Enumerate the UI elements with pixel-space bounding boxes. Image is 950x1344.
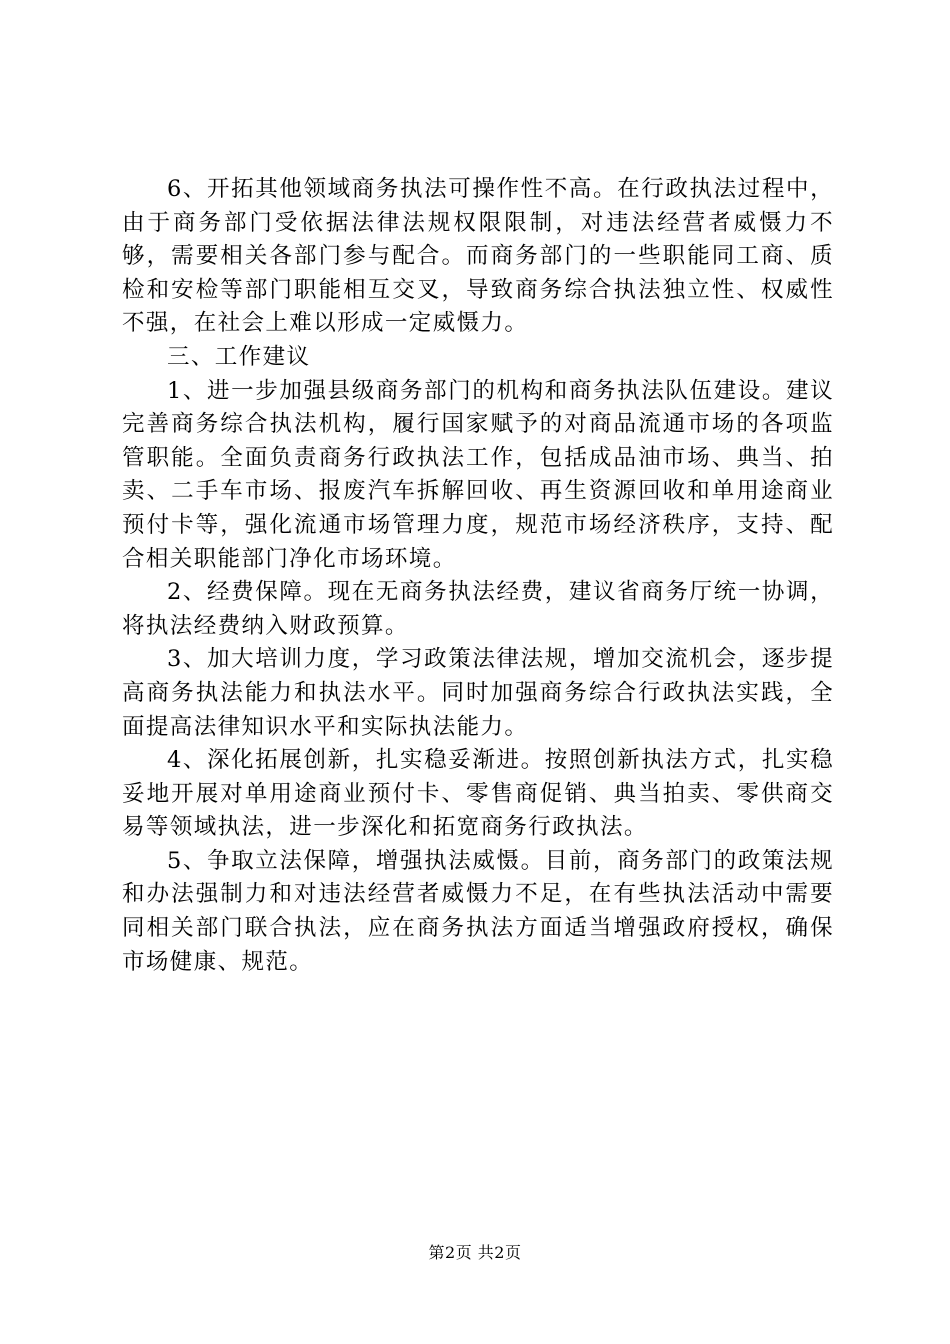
paragraph-suggestion-2: 2、经费保障。现在无商务执法经费，建议省商务厅统一协调，将执法经费纳入财政预算。 <box>122 579 834 639</box>
section-heading-work-suggestions: 三、工作建议 <box>167 343 311 370</box>
paragraph-suggestion-5: 5、争取立法保障，增强执法威慑。目前，商务部门的政策法规和办法强制力和对违法经营者威慑力不足，在有些执法活动中需要同相关部门联合执法，应在商务执法方面适当增强政府授权，确保市场健康、规范。 <box>122 847 834 975</box>
page-number-footer: 第2页 共2页 <box>428 1243 522 1262</box>
document-body <box>122 173 834 979</box>
paragraph-point-6: 6、开拓其他领域商务执法可操作性不高。在行政执法过程中，由于商务部门受依据法律法规权限限制，对违法经营者威慑力不够，需要相关各部门参与配合。而商务部门的一些职能同工商、质检和安检等部门职能相互交叉，导致商务综合执法独立性、权威性不强，在社会上难以形成一定威慑力。 <box>122 176 834 337</box>
paragraph-suggestion-1: 1、进一步加强县级商务部门的机构和商务执法队伍建设。建议完善商务综合执法机构，履行国家赋予的对商品流通市场的各项监管职能。全面负责商务行政执法工作，包括成品油市场、典当、拍卖、二手车市场、报废汽车拆解回收、再生资源回收和单用途商业预付卡等，强化流通市场管理力度，规范市场经济秩序，支持、配合相关职能部门净化市场环境。 <box>122 377 834 572</box>
paragraph-suggestion-3: 3、加大培训力度，学习政策法律法规，增加交流机会，逐步提高商务执法能力和执法水平。同时加强商务综合行政执法实践，全面提高法律知识水平和实际执法能力。 <box>122 646 834 740</box>
paragraph-suggestion-4: 4、深化拓展创新，扎实稳妥渐进。按照创新执法方式，扎实稳妥地开展对单用途商业预付卡、零售商促销、典当拍卖、零供商交易等领域执法，进一步深化和拓宽商务行政执法。 <box>122 747 834 841</box>
